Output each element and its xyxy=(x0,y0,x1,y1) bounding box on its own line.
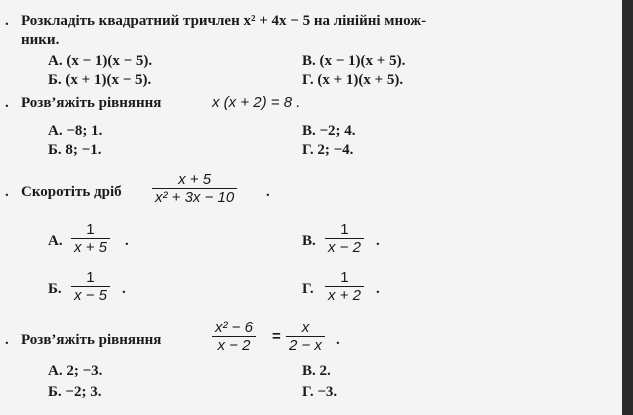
q3-option-a-label: А. xyxy=(48,233,63,249)
q2-option-b: Б. 8; −1. xyxy=(48,142,102,158)
q3-option-b-label: Б. xyxy=(48,281,62,297)
q4-right-numerator: x xyxy=(286,319,325,337)
q3-option-d-denominator: x + 2 xyxy=(328,287,361,304)
q3-option-a-numerator: 1 xyxy=(71,221,110,239)
q1-option-d: Г. (x + 1)(x + 5). xyxy=(302,72,404,88)
q4-equals-sign: = xyxy=(272,328,281,345)
q3-option-d-label: Г. xyxy=(302,281,314,297)
q3-fraction-numerator: x + 5 xyxy=(152,171,237,189)
q4-period: . xyxy=(336,332,340,348)
q4-bullet: . xyxy=(5,332,9,348)
q3-option-d-period: . xyxy=(376,281,380,297)
q4-left-fraction xyxy=(212,319,256,354)
q3-option-c-period: . xyxy=(376,233,380,249)
q1-question-line1: Розкладіть квадратний тричлен x² + 4x − 5 на лінійні множ- xyxy=(21,13,427,29)
q3-fraction-denominator: x² + 3x − 10 xyxy=(155,189,235,206)
q4-left-denominator: x − 2 xyxy=(217,337,251,354)
q2-option-c: В. −2; 4. xyxy=(302,123,356,139)
q3-option-b-period: . xyxy=(122,281,126,297)
q4-question-text: Розв’яжіть рівняння xyxy=(21,332,162,348)
q3-fraction xyxy=(152,171,237,206)
q1-option-a: А. (x − 1)(x − 5). xyxy=(48,53,153,69)
q4-option-a: А. 2; −3. xyxy=(48,363,103,379)
q3-fraction-period: . xyxy=(266,184,270,200)
q1-option-c: В. (x − 1)(x + 5). xyxy=(302,53,406,69)
q3-option-c-denominator: x − 2 xyxy=(328,239,361,256)
q3-bullet: . xyxy=(5,184,9,200)
q3-question-text: Скоротіть дріб xyxy=(21,184,122,200)
q3-option-d-fraction xyxy=(325,269,364,304)
q3-option-b-fraction xyxy=(71,269,110,304)
q3-option-c-numerator: 1 xyxy=(325,221,364,239)
q1-bullet: . xyxy=(5,13,9,29)
q3-option-a-denominator: x + 5 xyxy=(74,239,107,256)
q4-right-denominator: 2 − x xyxy=(289,337,322,354)
q1-option-b: Б. (x + 1)(x − 5). xyxy=(48,72,152,88)
q3-option-c-fraction xyxy=(325,221,364,256)
q3-option-b-numerator: 1 xyxy=(71,269,110,287)
q4-option-b: Б. −2; 3. xyxy=(48,384,102,400)
q2-option-d: Г. 2; −4. xyxy=(302,142,354,158)
q3-option-a-period: . xyxy=(125,233,129,249)
q3-option-b-denominator: x − 5 xyxy=(74,287,107,304)
q4-option-c: В. 2. xyxy=(302,363,331,379)
q3-option-c-label: В. xyxy=(302,233,316,249)
q2-question-text: Розв’яжіть рівняння xyxy=(21,95,162,111)
q1-question-line2: ники. xyxy=(21,32,60,48)
q2-equation: x (x + 2) = 8 . xyxy=(212,94,301,111)
q3-option-a-fraction xyxy=(71,221,110,256)
q3-option-d-numerator: 1 xyxy=(325,269,364,287)
q2-bullet: . xyxy=(5,95,9,111)
q4-right-fraction xyxy=(286,319,325,354)
q2-option-a: А. −8; 1. xyxy=(48,123,103,139)
q4-option-d: Г. −3. xyxy=(302,384,338,400)
q4-left-numerator: x² − 6 xyxy=(212,319,256,337)
